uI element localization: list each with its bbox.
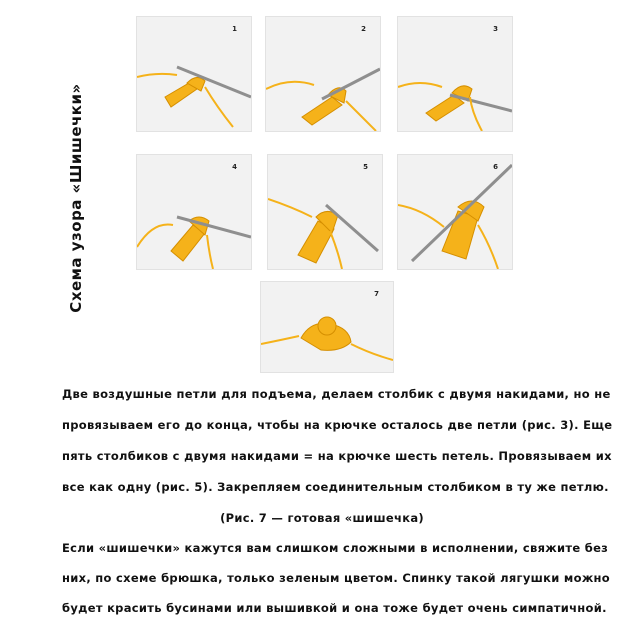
para2-line-3: будет красить бусинами или вышивкой и она тоже будет очень симпатичной.: [62, 601, 607, 615]
step-number-5: 5: [363, 163, 368, 171]
crochet-step-3-image: [398, 17, 512, 131]
step-photo-7: [260, 281, 394, 373]
step-number-7: 7: [374, 290, 379, 298]
step-photo-6: [397, 154, 513, 270]
step-photo-3: [397, 16, 513, 132]
crochet-step-6-image: [398, 155, 512, 269]
para1-line-3: пять столбиков с двумя накидами = на крючке шесть петель. Провязываем их: [62, 449, 612, 463]
step-number-3: 3: [493, 25, 498, 33]
crochet-step-1-image: [137, 17, 251, 131]
para2-line-2: них, по схеме брюшка, только зеленым цветом. Спинку такой лягушки можно: [62, 571, 611, 585]
step-photo-2: [265, 16, 381, 132]
step-photo-1: [136, 16, 252, 132]
step-photo-5: [267, 154, 383, 270]
crochet-step-2-image: [266, 17, 380, 131]
step-number-1: 1: [232, 25, 237, 33]
step-number-2: 2: [361, 25, 366, 33]
crochet-step-5-image: [268, 155, 382, 269]
para1-line-2: провязываем его до конца, чтобы на крючке осталось две петли (рис. 3). Еще: [62, 418, 613, 432]
step-number-4: 4: [232, 163, 237, 171]
para2-line-1: Если «шишечки» кажутся вам слишком сложными в исполнении, свяжите без: [62, 541, 609, 555]
para1-line-5: (Рис. 7 — готовая «шишечка): [220, 511, 424, 525]
vertical-title: Схема узора «Шишечки»: [67, 83, 85, 313]
para1-line-1: Две воздушные петли для подъема, делаем столбик с двумя накидами, но не: [62, 387, 611, 401]
para1-line-4: все как одну (рис. 5). Закрепляем соединительным столбиком в ту же петлю.: [62, 480, 609, 494]
step-photo-4: [136, 154, 252, 270]
crochet-step-4-image: [137, 155, 251, 269]
step-number-6: 6: [493, 163, 498, 171]
